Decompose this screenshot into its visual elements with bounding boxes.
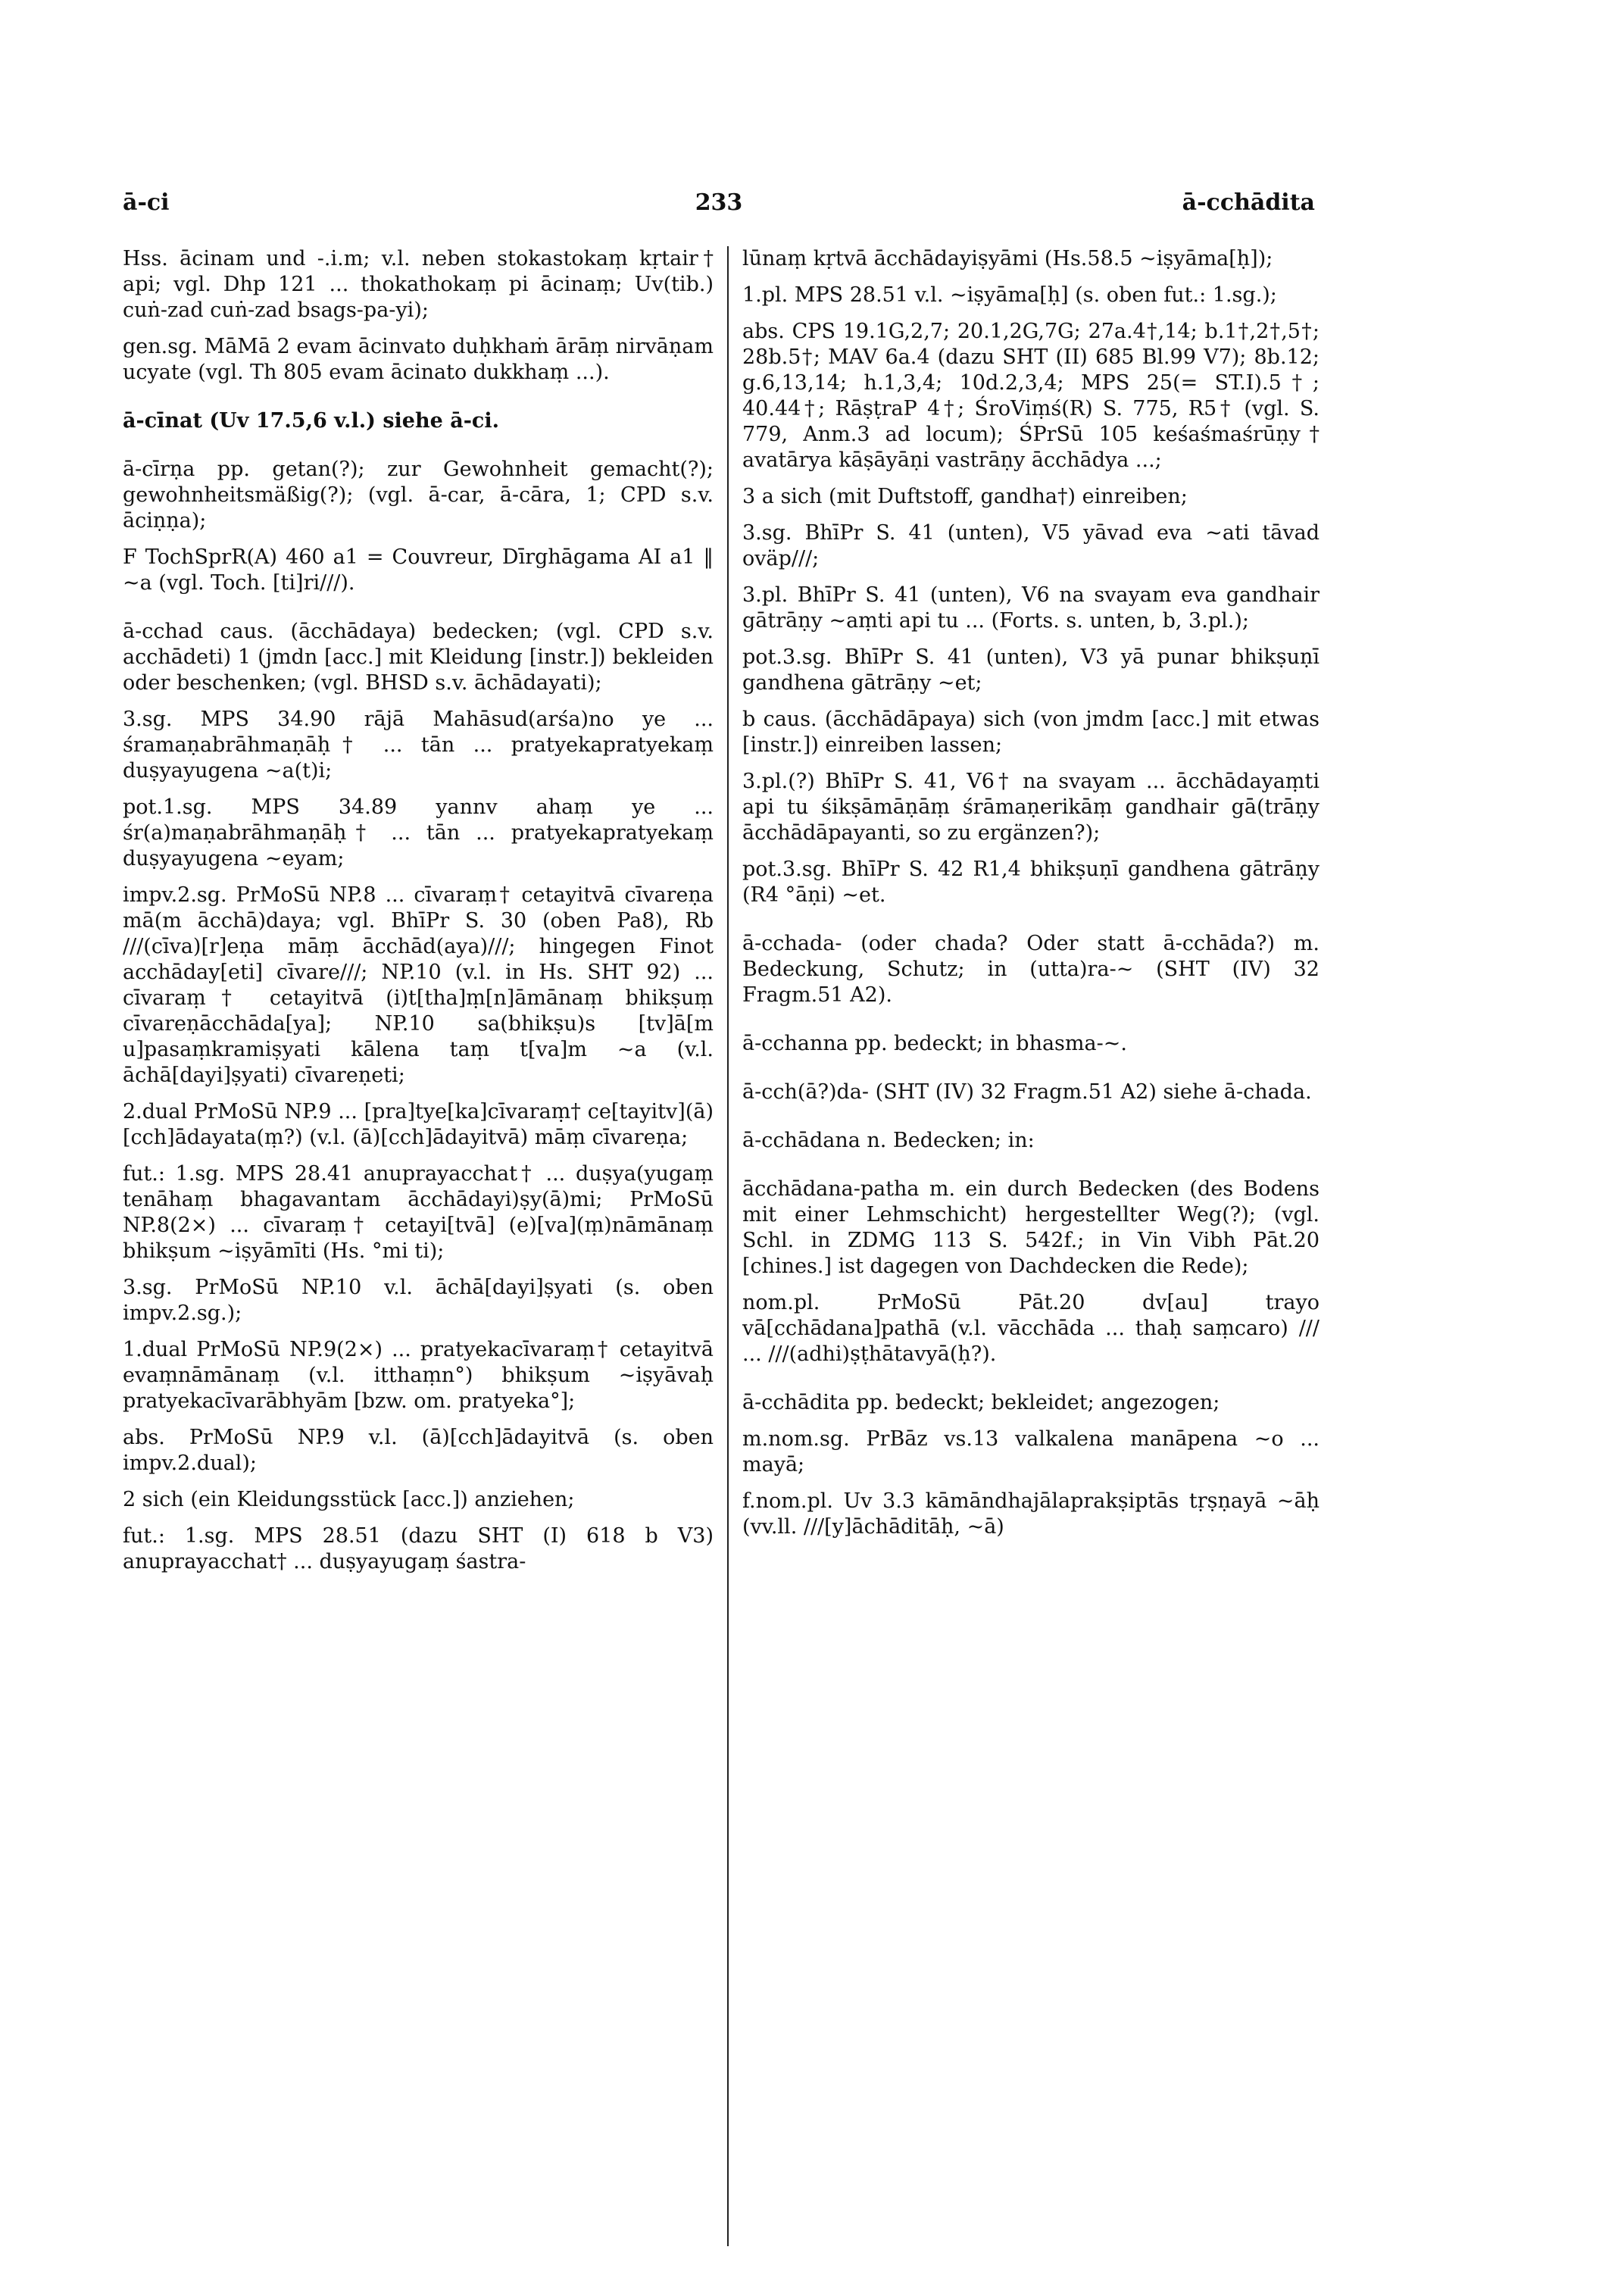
entry-paragraph: impv.2.sg. PrMoSū NP.8 ... cīvaraṃ† cetayitvā cīvareṇa mā(m ācchā)daya; vgl. BhīPr S. 30 (oben Pa8), Rb ///(cīva)[r]eṇa māṃ ācchād(aya)///; hingegen Finot acchāday[eti] cīvare///; NP.10 (v.l. in Hs. SHT 92) ... cīvaraṃ† cetayitvā (i)t[tha]ṃ[n]āmānaṃ bhikṣuṃ cīvareṇācchāda[ya]; NP.10 sa(bhikṣu)s [tv]ā[m u]pasaṃkramiṣyati kālena taṃ t[va]m ~a (v.l. āchā[dayi]ṣyati) cīvareṇeti; — [123, 883, 714, 1087]
header-right-guideword: ā-cchādita — [1182, 189, 1315, 216]
entry-paragraph: fut.: 1.sg. MPS 28.41 anuprayacchat† ... duṣya(yugaṃ tenāhaṃ bhagavantam ācchādayi)ṣy(ā)mi; PrMoSū NP.8(2×) ... cīvaraṃ† cetayi[tvā] (e)[va](ṃ)nāmānaṃ bhikṣum ~iṣyāmīti (Hs. °mi ti); — [123, 1162, 714, 1263]
entry-paragraph: 3 a sich (mit Duftstoff, gandha†) einreiben; — [742, 485, 1188, 508]
entry-paragraph: ā-cchādana n. Bedecken; in: — [742, 1129, 1035, 1152]
entry-paragraph: lūnaṃ kṛtvā ācchādayiṣyāmi (Hs.58.5 ~iṣyāma[ḥ]); — [742, 247, 1273, 270]
entry-paragraph: 3.sg. BhīPr S. 41 (unten), V5 yāvad eva ~ati tāvad oväp///; — [742, 521, 1320, 570]
entry-paragraph: 1.pl. MPS 28.51 v.l. ~iṣyāma[ḥ] (s. oben fut.: 1.sg.); — [742, 283, 1277, 307]
entry-paragraph: ā-cchanna pp. bedeckt; in bhasma-~. — [742, 1032, 1127, 1055]
entry-paragraph: 1.dual PrMoSū NP.9(2×) ... pratyekacīvaraṃ† cetayitvā evaṃnāmānaṃ (v.l. itthaṃn°) bhikṣum ~iṣyāvaḥ pratyekacīvarābhyām [bzw. om. pratyeka°]; — [123, 1338, 714, 1413]
entry-paragraph: ā-cīrṇa pp. getan(?); zur Gewohnheit gemacht(?); gewohnheitsmäßig(?); (vgl. ā-car, ā-cāra, 1; CPD s.v. āciṇṇa); — [123, 458, 714, 533]
entry-paragraph: 3.pl.(?) BhīPr S. 41, V6† na svayam ... ācchādayaṃti api tu śikṣāmāṇāṃ śrāmaṇerikāṃ gandhair gā(trāṇy ācchādāpayanti, so zu ergänzen?); — [742, 770, 1320, 845]
entry-paragraph: b caus. (ācchādāpaya) sich (von jmdm [acc.] mit etwas [instr.]) einreiben lassen; — [742, 708, 1320, 757]
entry-paragraph: 3.sg. PrMoSū NP.10 v.l. āchā[dayi]ṣyati (s. oben impv.2.sg.); — [123, 1276, 714, 1325]
entry-paragraph: pot.3.sg. BhīPr S. 41 (unten), V3 yā punar bhikṣuṇī gandhena gātrāṇy ~et; — [742, 645, 1320, 695]
page-number: 233 — [695, 189, 743, 216]
entry-paragraph: abs. CPS 19.1G,2,7; 20.1,2G,7G; 27a.4†,14; b.1†,2†,5†; 28b.5†; MAV 6a.4 (dazu SHT (II) 685 Bl.99 V7); 8b.12; g.6,13,14; h.1,3,4; 10d.2,3,4; MPS 25(= ST.I).5†; 40.44†; RāṣṭraP 4†; ŚroViṃś(R) S. 775, R5† (vgl. S. 779, Anm.3 ad locum); ŚPrSū 105 keśaśmaśrūṇy† avatārya kāṣāyāṇi vastrāṇy ācchādya ...; — [742, 320, 1320, 472]
entry-paragraph: abs. PrMoSū NP.9 v.l. (ā)[cch]ādayitvā (s. oben impv.2.dual); — [123, 1426, 714, 1475]
entry-paragraph: ā-cchad caus. (ācchādaya) bedecken; (vgl. CPD s.v. acchādeti) 1 (jmdn [acc.] mit Kleidung [instr.]) bekleiden oder beschenken; (vgl. BHSD s.v. āchādayati); — [123, 620, 714, 695]
page-header — [123, 189, 1315, 235]
entry-paragraph: ā-cch(ā?)da- (SHT (IV) 32 Fragm.51 A2) siehe ā-chada. — [742, 1080, 1312, 1104]
entry-paragraph: f.nom.pl. Uv 3.3 kāmāndhajālaprakṣiptās tṛṣṇayā ~āḥ (vv.ll. ///[y]āchāditāḥ, ~ā) — [742, 1489, 1320, 1539]
entry-paragraph: ācchādana-patha m. ein durch Bedecken (des Bodens mit einer Lehmschicht) hergestellter Weg(?); (vgl. Schl. in ZDMG 113 S. 542f.; in Vin Vibh Pāt.20 [chines.] ist dagegen von Dachdecken die Rede); — [742, 1177, 1320, 1278]
entry-paragraph: Hss. ācinam und -.i.m; v.l. neben stokastokaṃ kṛtair† api; vgl. Dhp 121 ... thokathokaṃ pi ācinaṃ; Uv(tib.) cuṅ-zad cuṅ-zad bsags-pa-yi); — [123, 247, 714, 322]
entry-paragraph: fut.: 1.sg. MPS 28.51 (dazu SHT (I) 618 b V3) anuprayacchat† ... duṣyayugaṃ śastra- — [123, 1524, 714, 1573]
entry-paragraph: F TochSprR(A) 460 a1 = Couvreur, Dīrghāgama AI a1 ‖ ~a (vgl. Toch. [ti]ri///). — [123, 545, 714, 595]
entry-paragraph: nom.pl. PrMoSū Pāt.20 dv[au] trayo vā[cchādana]pathā (v.l. vācchāda ... thaḥ saṃcaro) /// ... ///(adhi)ṣṭhātavyā(ḥ?). — [742, 1291, 1320, 1366]
entry-paragraph: ā-cchādita pp. bedeckt; bekleidet; angezogen; — [742, 1391, 1220, 1414]
entry-paragraph: ā-cchada- (oder chada? Oder statt ā-cchāda?) m. Bedeckung, Schutz; in (utta)ra-~ (SHT (IV) 32 Fragm.51 A2). — [742, 932, 1320, 1007]
entry-paragraph: 2 sich (ein Kleidungsstück [acc.]) anziehen; — [123, 1488, 575, 1511]
right-column — [727, 246, 1320, 2246]
entry-paragraph: 3.sg. MPS 34.90 rājā Mahāsud(arśa)no ye ... śramaṇabrāhmaṇāḥ† ... tān ... pratyekapratyekaṃ duṣyayugena ~a(t)i; — [123, 708, 714, 783]
entry-paragraph: pot.3.sg. BhīPr S. 42 R1,4 bhikṣuṇī gandhena gātrāṇy (R4 °āṇi) ~et. — [742, 858, 1320, 907]
entry-paragraph: pot.1.sg. MPS 34.89 yannv ahaṃ ye ... śr(a)maṇabrāhmaṇāḥ† ... tān ... pratyekapratyekaṃ duṣyayugena ~eyam; — [123, 795, 714, 870]
entry-paragraph: 3.pl. BhīPr S. 41 (unten), V6 na svayam eva gandhair gātrāṇy ~aṃti api tu ... (Forts. s. unten, b, 3.pl.); — [742, 583, 1320, 633]
entry-paragraph: 2.dual PrMoSū NP.9 ... [pra]tye[ka]cīvaraṃ† ce[tayitv](ā)[cch]ādayata(ṃ?) (v.l. (ā)[cch]ādayitvā) māṃ cīvareṇa; — [123, 1100, 714, 1149]
entry-paragraph: m.nom.sg. PrBāz vs.13 valkalena manāpena ~o ... mayā; — [742, 1427, 1320, 1476]
entry-paragraph: gen.sg. MāMā 2 evam ācinvato duḥkhaṁ ārāṃ nirvāṇam ucyate (vgl. Th 805 evam ācinato dukkhaṃ ...). — [123, 335, 714, 384]
header-left-guideword: ā-ci — [123, 189, 170, 216]
left-column — [123, 246, 714, 2246]
entry-headword: ā-cīnat (Uv 17.5,6 v.l.) siehe ā-ci. — [123, 409, 499, 433]
